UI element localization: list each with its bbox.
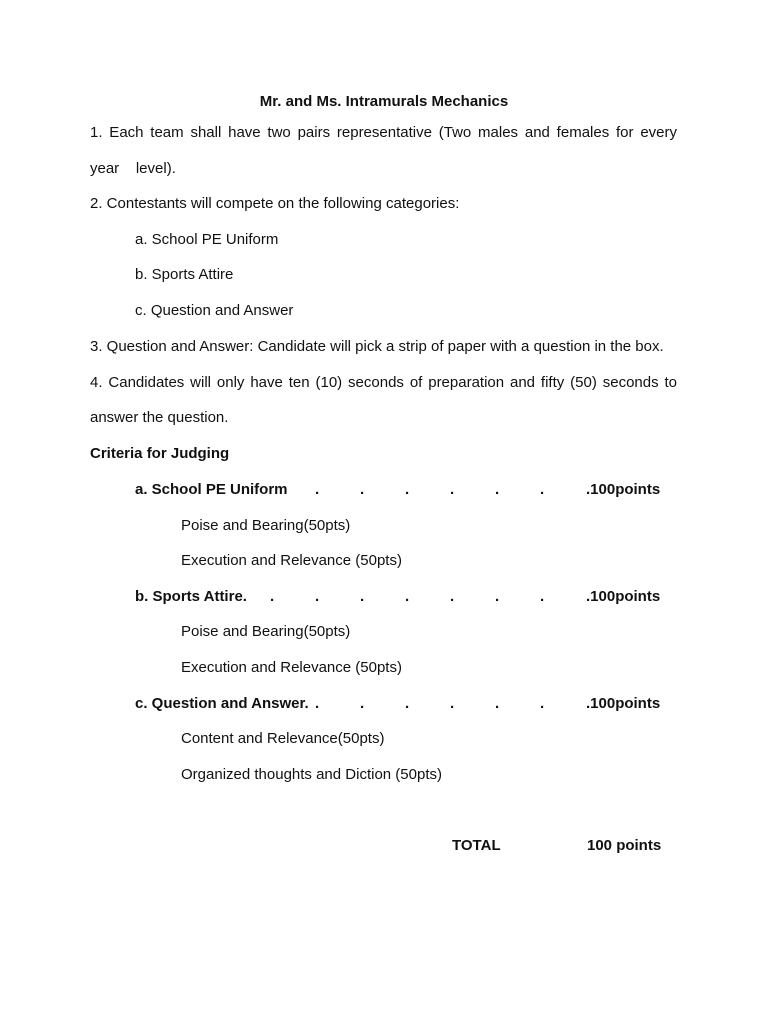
criteria-sub-item: Poise and Bearing(50pts)	[181, 517, 351, 534]
rule-1-line-2: year level).	[90, 160, 176, 177]
category-item: c. Question and Answer	[135, 302, 294, 319]
leader-dot: .	[315, 695, 320, 712]
leader-dot: .	[360, 695, 365, 712]
criteria-label-b: b. Sports Attire.	[135, 588, 247, 605]
leader-dot: .	[360, 588, 365, 605]
leader-dot: .	[450, 588, 455, 605]
criteria-sub-item: Content and Relevance(50pts)	[181, 730, 385, 747]
leader-dot: .	[495, 481, 500, 498]
leader-dot: .	[540, 481, 545, 498]
total-label: TOTAL	[452, 837, 501, 854]
criteria-label-c: c. Question and Answer.	[135, 695, 309, 712]
criteria-heading: Criteria for Judging	[90, 445, 230, 462]
category-item: a. School PE Uniform	[135, 231, 279, 248]
leader-dot: .	[450, 481, 455, 498]
rule-3: 3. Question and Answer: Candidate will pick a strip of paper with a question in the box.	[90, 338, 664, 355]
leader-dot: .	[495, 588, 500, 605]
leader-dot: .	[495, 695, 500, 712]
leader-dot: .	[270, 588, 275, 605]
rule-2: 2. Contestants will compete on the following categories:	[90, 195, 460, 212]
leader-dot: .	[315, 588, 320, 605]
document-title: Mr. and Ms. Intramurals Mechanics	[259, 93, 509, 110]
criteria-points-c: .100points	[586, 695, 661, 712]
criteria-points-b: .100points	[586, 588, 661, 605]
leader-dot: .	[540, 588, 545, 605]
leader-dot: .	[315, 481, 320, 498]
criteria-label-a: a. School PE Uniform	[135, 481, 288, 498]
leader-dot: .	[405, 695, 410, 712]
leader-dot: .	[540, 695, 545, 712]
category-item: b. Sports Attire	[135, 266, 234, 283]
rule-4-line-1: 4. Candidates will only have ten (10) seconds of preparation and fifty (50) seconds to	[90, 374, 677, 391]
criteria-sub-item: Execution and Relevance (50pts)	[181, 659, 402, 676]
rule-1-line-1: 1. Each team shall have two pairs representative (Two males and females for every	[90, 124, 677, 141]
leader-dot: .	[360, 481, 365, 498]
total-value: 100 points	[587, 837, 662, 854]
criteria-sub-item: Execution and Relevance (50pts)	[181, 552, 402, 569]
leader-dot: .	[405, 588, 410, 605]
leader-dot: .	[450, 695, 455, 712]
rule-4-line-2: answer the question.	[90, 409, 229, 426]
criteria-points-a: .100points	[586, 481, 661, 498]
leader-dot: .	[405, 481, 410, 498]
criteria-sub-item: Organized thoughts and Diction (50pts)	[181, 766, 442, 783]
criteria-sub-item: Poise and Bearing(50pts)	[181, 623, 351, 640]
